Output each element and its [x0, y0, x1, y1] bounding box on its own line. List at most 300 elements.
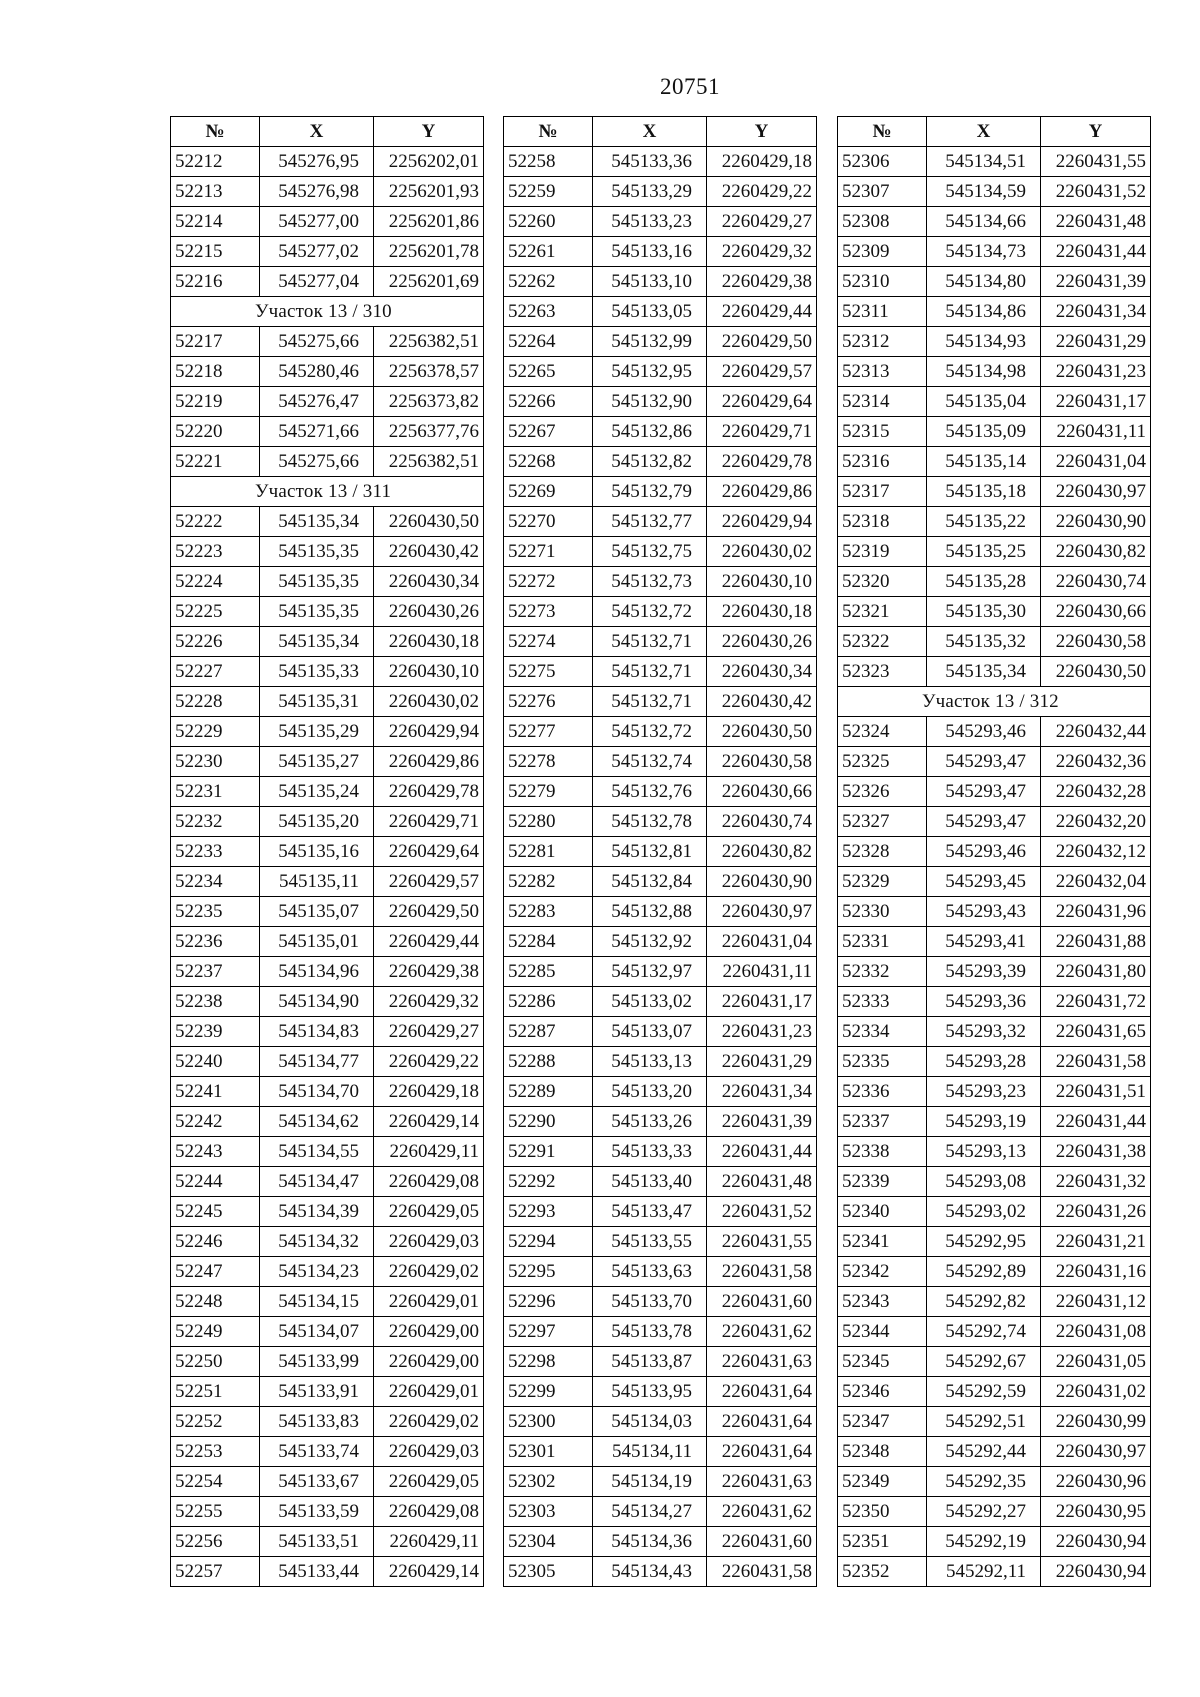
- y-coordinate-cell: 2260431,44: [1041, 1107, 1151, 1137]
- table-row: [171, 177, 484, 207]
- table-row: [171, 717, 484, 747]
- table-row: [171, 807, 484, 837]
- y-coordinate-cell: 2260430,66: [707, 777, 817, 807]
- table-row: [171, 1317, 484, 1347]
- x-coordinate-cell: 545133,02: [593, 987, 707, 1017]
- x-coordinate-cell: 545134,59: [927, 177, 1041, 207]
- table-row: [504, 567, 817, 597]
- table-row: [504, 1197, 817, 1227]
- x-coordinate-cell: 545132,76: [593, 777, 707, 807]
- x-coordinate-cell: 545135,16: [260, 837, 374, 867]
- point-number-cell: 52317: [838, 477, 927, 507]
- y-coordinate-cell: 2260429,01: [374, 1287, 484, 1317]
- x-coordinate-cell: 545133,33: [593, 1137, 707, 1167]
- y-coordinate-cell: 2260430,96: [1041, 1467, 1151, 1497]
- header-x: X: [260, 117, 374, 147]
- x-coordinate-cell: 545135,27: [260, 747, 374, 777]
- table-row: [504, 267, 817, 297]
- y-coordinate-cell: 2260429,27: [374, 1017, 484, 1047]
- x-coordinate-cell: 545133,36: [593, 147, 707, 177]
- point-number-cell: 52275: [504, 657, 593, 687]
- y-coordinate-cell: 2260432,12: [1041, 837, 1151, 867]
- point-number-cell: 52262: [504, 267, 593, 297]
- section-row: [171, 297, 484, 327]
- y-coordinate-cell: 2260430,26: [374, 597, 484, 627]
- y-coordinate-cell: 2260430,97: [1041, 1437, 1151, 1467]
- y-coordinate-cell: 2260431,96: [1041, 897, 1151, 927]
- point-number-cell: 52280: [504, 807, 593, 837]
- table-row: [838, 1047, 1151, 1077]
- point-number-cell: 52219: [171, 387, 260, 417]
- y-coordinate-cell: 2260429,64: [707, 387, 817, 417]
- x-coordinate-cell: 545276,98: [260, 177, 374, 207]
- table-row: [838, 1107, 1151, 1137]
- table-row: [504, 1527, 817, 1557]
- y-coordinate-cell: 2260430,74: [1041, 567, 1151, 597]
- y-coordinate-cell: 2260429,94: [707, 507, 817, 537]
- table-row: [171, 747, 484, 777]
- y-coordinate-cell: 2260431,80: [1041, 957, 1151, 987]
- y-coordinate-cell: 2260431,48: [707, 1167, 817, 1197]
- x-coordinate-cell: 545292,59: [927, 1377, 1041, 1407]
- x-coordinate-cell: 545135,35: [260, 567, 374, 597]
- point-number-cell: 52228: [171, 687, 260, 717]
- point-number-cell: 52294: [504, 1227, 593, 1257]
- y-coordinate-cell: 2260431,88: [1041, 927, 1151, 957]
- point-number-cell: 52336: [838, 1077, 927, 1107]
- table-row: [838, 627, 1151, 657]
- point-number-cell: 52329: [838, 867, 927, 897]
- y-coordinate-cell: 2260431,60: [707, 1287, 817, 1317]
- table-row: [171, 447, 484, 477]
- x-coordinate-cell: 545133,67: [260, 1467, 374, 1497]
- table-row: [838, 1557, 1151, 1587]
- y-coordinate-cell: 2260429,44: [374, 927, 484, 957]
- y-coordinate-cell: 2260431,64: [707, 1407, 817, 1437]
- table-row: [504, 1167, 817, 1197]
- y-coordinate-cell: 2260429,22: [374, 1047, 484, 1077]
- y-coordinate-cell: 2260429,11: [374, 1527, 484, 1557]
- table-row: [838, 1377, 1151, 1407]
- x-coordinate-cell: 545134,19: [593, 1467, 707, 1497]
- y-coordinate-cell: 2260430,97: [707, 897, 817, 927]
- x-coordinate-cell: 545135,01: [260, 927, 374, 957]
- point-number-cell: 52270: [504, 507, 593, 537]
- y-coordinate-cell: 2260429,38: [707, 267, 817, 297]
- x-coordinate-cell: 545277,02: [260, 237, 374, 267]
- y-coordinate-cell: 2260431,29: [1041, 327, 1151, 357]
- point-number-cell: 52213: [171, 177, 260, 207]
- point-number-cell: 52344: [838, 1317, 927, 1347]
- coordinates-table-2: [503, 116, 817, 1587]
- table-row: [504, 297, 817, 327]
- table-row: [838, 657, 1151, 687]
- table-row: [171, 627, 484, 657]
- y-coordinate-cell: 2260431,05: [1041, 1347, 1151, 1377]
- point-number-cell: 52283: [504, 897, 593, 927]
- point-number-cell: 52342: [838, 1257, 927, 1287]
- point-number-cell: 52300: [504, 1407, 593, 1437]
- x-coordinate-cell: 545134,62: [260, 1107, 374, 1137]
- point-number-cell: 52263: [504, 297, 593, 327]
- point-number-cell: 52257: [171, 1557, 260, 1587]
- table-row: [504, 1077, 817, 1107]
- y-coordinate-cell: 2260429,22: [707, 177, 817, 207]
- x-coordinate-cell: 545133,87: [593, 1347, 707, 1377]
- table-row: [838, 297, 1151, 327]
- x-coordinate-cell: 545133,63: [593, 1257, 707, 1287]
- table-row: [504, 177, 817, 207]
- x-coordinate-cell: 545134,32: [260, 1227, 374, 1257]
- y-coordinate-cell: 2260431,48: [1041, 207, 1151, 237]
- point-number-cell: 52269: [504, 477, 593, 507]
- y-coordinate-cell: 2260429,32: [374, 987, 484, 1017]
- y-coordinate-cell: 2260430,50: [1041, 657, 1151, 687]
- x-coordinate-cell: 545271,66: [260, 417, 374, 447]
- point-number-cell: 52227: [171, 657, 260, 687]
- point-number-cell: 52271: [504, 537, 593, 567]
- x-coordinate-cell: 545292,44: [927, 1437, 1041, 1467]
- table-row: [838, 327, 1151, 357]
- x-coordinate-cell: 545133,29: [593, 177, 707, 207]
- x-coordinate-cell: 545134,55: [260, 1137, 374, 1167]
- x-coordinate-cell: 545133,47: [593, 1197, 707, 1227]
- x-coordinate-cell: 545133,51: [260, 1527, 374, 1557]
- x-coordinate-cell: 545134,83: [260, 1017, 374, 1047]
- y-coordinate-cell: 2260430,10: [707, 567, 817, 597]
- point-number-cell: 52339: [838, 1167, 927, 1197]
- point-number-cell: 52224: [171, 567, 260, 597]
- point-number-cell: 52214: [171, 207, 260, 237]
- y-coordinate-cell: 2260430,34: [707, 657, 817, 687]
- point-number-cell: 52302: [504, 1467, 593, 1497]
- y-coordinate-cell: 2260429,57: [707, 357, 817, 387]
- x-coordinate-cell: 545293,47: [927, 807, 1041, 837]
- x-coordinate-cell: 545133,16: [593, 237, 707, 267]
- y-coordinate-cell: 2260429,64: [374, 837, 484, 867]
- x-coordinate-cell: 545134,47: [260, 1167, 374, 1197]
- table-row: [171, 207, 484, 237]
- table-row: [171, 867, 484, 897]
- table-row: [838, 1317, 1151, 1347]
- y-coordinate-cell: 2260430,34: [374, 567, 484, 597]
- table-row: [171, 1197, 484, 1227]
- point-number-cell: 52322: [838, 627, 927, 657]
- y-coordinate-cell: 2260430,18: [707, 597, 817, 627]
- x-coordinate-cell: 545133,74: [260, 1437, 374, 1467]
- point-number-cell: 52352: [838, 1557, 927, 1587]
- x-coordinate-cell: 545293,47: [927, 747, 1041, 777]
- x-coordinate-cell: 545132,71: [593, 687, 707, 717]
- x-coordinate-cell: 545134,98: [927, 357, 1041, 387]
- y-coordinate-cell: 2260431,34: [707, 1077, 817, 1107]
- table-row: [504, 147, 817, 177]
- table-row: [504, 1467, 817, 1497]
- table-row: [504, 687, 817, 717]
- y-coordinate-cell: 2260429,05: [374, 1467, 484, 1497]
- y-coordinate-cell: 2260429,02: [374, 1257, 484, 1287]
- point-number-cell: 52241: [171, 1077, 260, 1107]
- section-title: Участок 13 / 312: [838, 687, 1151, 717]
- x-coordinate-cell: 545135,31: [260, 687, 374, 717]
- y-coordinate-cell: 2260430,26: [707, 627, 817, 657]
- x-coordinate-cell: 545134,77: [260, 1047, 374, 1077]
- table-row: [838, 1197, 1151, 1227]
- x-coordinate-cell: 545135,28: [927, 567, 1041, 597]
- point-number-cell: 52223: [171, 537, 260, 567]
- x-coordinate-cell: 545135,18: [927, 477, 1041, 507]
- y-coordinate-cell: 2260429,01: [374, 1377, 484, 1407]
- point-number-cell: 52334: [838, 1017, 927, 1047]
- table-row: [838, 957, 1151, 987]
- y-coordinate-cell: 2260429,03: [374, 1227, 484, 1257]
- point-number-cell: 52351: [838, 1527, 927, 1557]
- y-coordinate-cell: 2260431,63: [707, 1347, 817, 1377]
- x-coordinate-cell: 545135,14: [927, 447, 1041, 477]
- point-number-cell: 52272: [504, 567, 593, 597]
- point-number-cell: 52349: [838, 1467, 927, 1497]
- table-row: [504, 777, 817, 807]
- y-coordinate-cell: 2260429,14: [374, 1107, 484, 1137]
- point-number-cell: 52293: [504, 1197, 593, 1227]
- point-number-cell: 52254: [171, 1467, 260, 1497]
- table-row: [838, 1257, 1151, 1287]
- y-coordinate-cell: 2260429,08: [374, 1497, 484, 1527]
- point-number-cell: 52225: [171, 597, 260, 627]
- point-number-cell: 52314: [838, 387, 927, 417]
- section-title: Участок 13 / 310: [171, 297, 484, 327]
- point-number-cell: 52338: [838, 1137, 927, 1167]
- table-row: [171, 147, 484, 177]
- x-coordinate-cell: 545134,36: [593, 1527, 707, 1557]
- point-number-cell: 52286: [504, 987, 593, 1017]
- point-number-cell: 52341: [838, 1227, 927, 1257]
- y-coordinate-cell: 2260429,78: [374, 777, 484, 807]
- table-row: [171, 1287, 484, 1317]
- point-number-cell: 52274: [504, 627, 593, 657]
- point-number-cell: 52292: [504, 1167, 593, 1197]
- table-row: [504, 1347, 817, 1377]
- point-number-cell: 52298: [504, 1347, 593, 1377]
- table-row: [838, 447, 1151, 477]
- table-row: [504, 1137, 817, 1167]
- point-number-cell: 52255: [171, 1497, 260, 1527]
- y-coordinate-cell: 2256382,51: [374, 447, 484, 477]
- table-row: [838, 1227, 1151, 1257]
- table-row: [171, 987, 484, 1017]
- table-row: [171, 927, 484, 957]
- table-row: [171, 537, 484, 567]
- point-number-cell: 52238: [171, 987, 260, 1017]
- y-coordinate-cell: 2260431,38: [1041, 1137, 1151, 1167]
- y-coordinate-cell: 2260430,02: [707, 537, 817, 567]
- y-coordinate-cell: 2260429,00: [374, 1347, 484, 1377]
- table-row: [171, 417, 484, 447]
- point-number-cell: 52319: [838, 537, 927, 567]
- point-number-cell: 52347: [838, 1407, 927, 1437]
- x-coordinate-cell: 545134,51: [927, 147, 1041, 177]
- table-row: [171, 1557, 484, 1587]
- x-coordinate-cell: 545132,71: [593, 657, 707, 687]
- table-row: [171, 1437, 484, 1467]
- x-coordinate-cell: 545132,86: [593, 417, 707, 447]
- y-coordinate-cell: 2260429,18: [374, 1077, 484, 1107]
- x-coordinate-cell: 545277,00: [260, 207, 374, 237]
- point-number-cell: 52220: [171, 417, 260, 447]
- table-row: [504, 387, 817, 417]
- table-row: [838, 507, 1151, 537]
- y-coordinate-cell: 2260431,58: [707, 1557, 817, 1587]
- header-number: №: [838, 117, 927, 147]
- x-coordinate-cell: 545132,99: [593, 327, 707, 357]
- y-coordinate-cell: 2260432,28: [1041, 777, 1151, 807]
- table-row: [171, 657, 484, 687]
- table-row: [838, 717, 1151, 747]
- point-number-cell: 52343: [838, 1287, 927, 1317]
- point-number-cell: 52350: [838, 1497, 927, 1527]
- point-number-cell: 52332: [838, 957, 927, 987]
- point-number-cell: 52236: [171, 927, 260, 957]
- y-coordinate-cell: 2260431,16: [1041, 1257, 1151, 1287]
- point-number-cell: 52279: [504, 777, 593, 807]
- table-row: [504, 1497, 817, 1527]
- point-number-cell: 52290: [504, 1107, 593, 1137]
- x-coordinate-cell: 545135,34: [927, 657, 1041, 687]
- y-coordinate-cell: 2260431,04: [1041, 447, 1151, 477]
- point-number-cell: 52308: [838, 207, 927, 237]
- y-coordinate-cell: 2260431,58: [1041, 1047, 1151, 1077]
- y-coordinate-cell: 2256201,78: [374, 237, 484, 267]
- x-coordinate-cell: 545132,84: [593, 867, 707, 897]
- x-coordinate-cell: 545134,93: [927, 327, 1041, 357]
- point-number-cell: 52247: [171, 1257, 260, 1287]
- x-coordinate-cell: 545135,32: [927, 627, 1041, 657]
- header-y: Y: [374, 117, 484, 147]
- table-row: [838, 597, 1151, 627]
- table-row: [504, 747, 817, 777]
- point-number-cell: 52306: [838, 147, 927, 177]
- y-coordinate-cell: 2260429,86: [707, 477, 817, 507]
- y-coordinate-cell: 2260429,02: [374, 1407, 484, 1437]
- point-number-cell: 52327: [838, 807, 927, 837]
- x-coordinate-cell: 545134,23: [260, 1257, 374, 1287]
- y-coordinate-cell: 2260430,90: [707, 867, 817, 897]
- x-coordinate-cell: 545292,67: [927, 1347, 1041, 1377]
- y-coordinate-cell: 2260431,02: [1041, 1377, 1151, 1407]
- point-number-cell: 52267: [504, 417, 593, 447]
- point-number-cell: 52305: [504, 1557, 593, 1587]
- table-row: [504, 1317, 817, 1347]
- table-row: [504, 837, 817, 867]
- point-number-cell: 52216: [171, 267, 260, 297]
- table-row: [838, 867, 1151, 897]
- y-coordinate-cell: 2260431,52: [1041, 177, 1151, 207]
- table-row: [504, 657, 817, 687]
- y-coordinate-cell: 2260429,71: [707, 417, 817, 447]
- table-row: [171, 687, 484, 717]
- x-coordinate-cell: 545133,83: [260, 1407, 374, 1437]
- point-number-cell: 52248: [171, 1287, 260, 1317]
- x-coordinate-cell: 545292,82: [927, 1287, 1041, 1317]
- x-coordinate-cell: 545293,08: [927, 1167, 1041, 1197]
- point-number-cell: 52240: [171, 1047, 260, 1077]
- point-number-cell: 52222: [171, 507, 260, 537]
- y-coordinate-cell: 2260430,50: [707, 717, 817, 747]
- y-coordinate-cell: 2260429,18: [707, 147, 817, 177]
- point-number-cell: 52233: [171, 837, 260, 867]
- x-coordinate-cell: 545276,47: [260, 387, 374, 417]
- point-number-cell: 52218: [171, 357, 260, 387]
- point-number-cell: 52260: [504, 207, 593, 237]
- table-row: [504, 987, 817, 1017]
- x-coordinate-cell: 545293,28: [927, 1047, 1041, 1077]
- point-number-cell: 52296: [504, 1287, 593, 1317]
- y-coordinate-cell: 2260429,14: [374, 1557, 484, 1587]
- point-number-cell: 52326: [838, 777, 927, 807]
- table-row: [838, 147, 1151, 177]
- point-number-cell: 52295: [504, 1257, 593, 1287]
- x-coordinate-cell: 545134,27: [593, 1497, 707, 1527]
- x-coordinate-cell: 545293,39: [927, 957, 1041, 987]
- y-coordinate-cell: 2260429,27: [707, 207, 817, 237]
- x-coordinate-cell: 545293,45: [927, 867, 1041, 897]
- point-number-cell: 52232: [171, 807, 260, 837]
- table-row: [504, 627, 817, 657]
- y-coordinate-cell: 2260429,03: [374, 1437, 484, 1467]
- y-coordinate-cell: 2260429,78: [707, 447, 817, 477]
- y-coordinate-cell: 2260431,63: [707, 1467, 817, 1497]
- header-number: №: [171, 117, 260, 147]
- table-row: [171, 1377, 484, 1407]
- x-coordinate-cell: 545132,79: [593, 477, 707, 507]
- y-coordinate-cell: 2260430,18: [374, 627, 484, 657]
- table-row: [838, 1017, 1151, 1047]
- y-coordinate-cell: 2256201,69: [374, 267, 484, 297]
- table-row: [838, 1287, 1151, 1317]
- point-number-cell: 52285: [504, 957, 593, 987]
- y-coordinate-cell: 2260431,65: [1041, 1017, 1151, 1047]
- point-number-cell: 52235: [171, 897, 260, 927]
- table-row: [171, 837, 484, 867]
- x-coordinate-cell: 545135,35: [260, 597, 374, 627]
- y-coordinate-cell: 2260431,11: [707, 957, 817, 987]
- point-number-cell: 52333: [838, 987, 927, 1017]
- point-number-cell: 52303: [504, 1497, 593, 1527]
- x-coordinate-cell: 545132,71: [593, 627, 707, 657]
- table-row: [504, 507, 817, 537]
- table-row: [504, 1107, 817, 1137]
- table-row: [838, 537, 1151, 567]
- x-coordinate-cell: 545292,89: [927, 1257, 1041, 1287]
- x-coordinate-cell: 545135,30: [927, 597, 1041, 627]
- table-row: [504, 1227, 817, 1257]
- x-coordinate-cell: 545135,34: [260, 627, 374, 657]
- y-coordinate-cell: 2256201,93: [374, 177, 484, 207]
- x-coordinate-cell: 545276,95: [260, 147, 374, 177]
- y-coordinate-cell: 2260431,44: [1041, 237, 1151, 267]
- table-row: [171, 597, 484, 627]
- table-row: [838, 1347, 1151, 1377]
- y-coordinate-cell: 2260429,86: [374, 747, 484, 777]
- y-coordinate-cell: 2260430,58: [707, 747, 817, 777]
- y-coordinate-cell: 2260431,51: [1041, 1077, 1151, 1107]
- y-coordinate-cell: 2260430,82: [707, 837, 817, 867]
- point-number-cell: 52345: [838, 1347, 927, 1377]
- table-row: [838, 1407, 1151, 1437]
- x-coordinate-cell: 545135,34: [260, 507, 374, 537]
- point-number-cell: 52299: [504, 1377, 593, 1407]
- y-coordinate-cell: 2260430,94: [1041, 1527, 1151, 1557]
